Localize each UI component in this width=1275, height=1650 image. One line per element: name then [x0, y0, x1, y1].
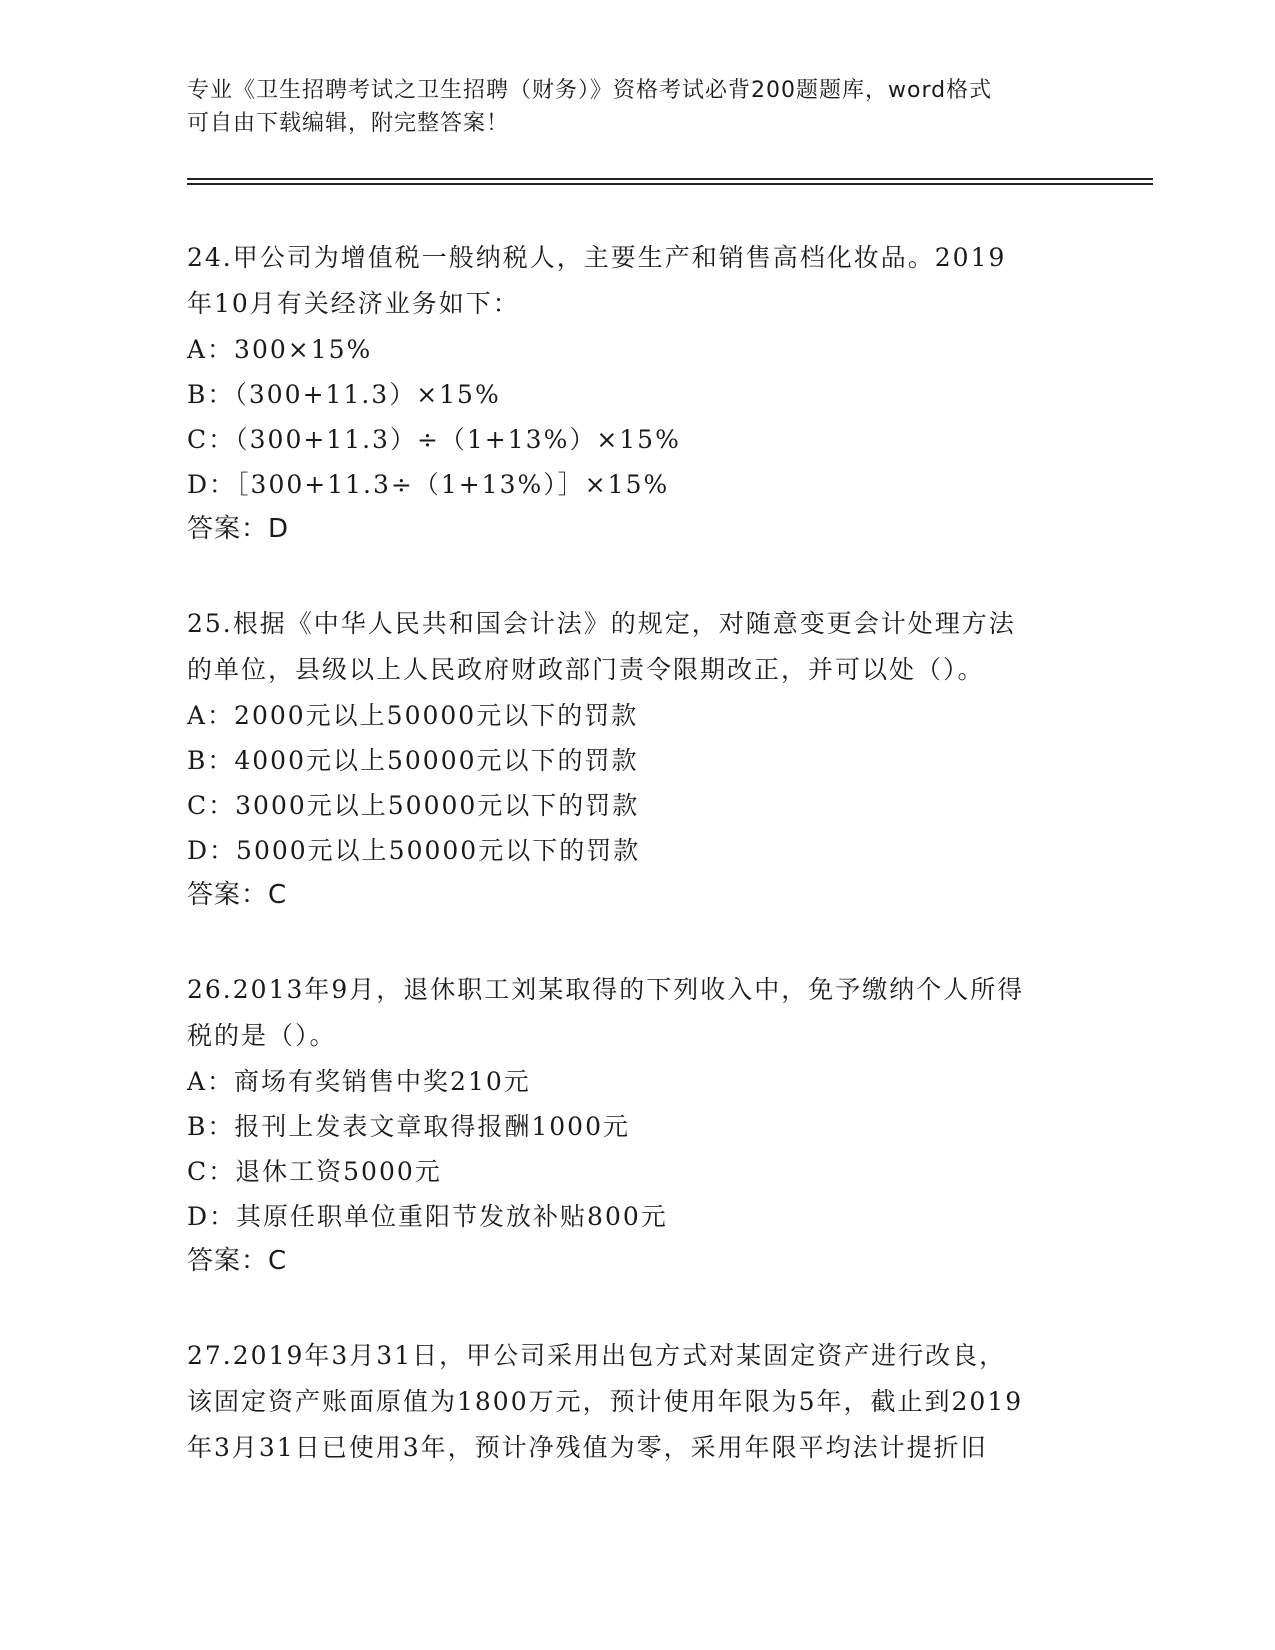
- header-divider-bottom: [187, 183, 1153, 185]
- header-line-1: 专业《卫生招聘考试之卫生招聘（财务）》资格考试必背200题题库，word格式: [187, 78, 993, 103]
- option-d: D：其原任职单位重阳节发放补贴800元: [187, 1202, 668, 1231]
- question-text-line: 27.2019年3月31日，甲公司采用出包方式对某固定资产进行改良，: [187, 1341, 1007, 1370]
- option-c: C：3000元以上50000元以下的罚款: [187, 791, 640, 820]
- header-divider-top: [187, 178, 1153, 180]
- option-d: D：［300+11.3÷（1+13%）］×15%: [187, 470, 670, 499]
- option-b: B：4000元以上50000元以下的罚款: [187, 746, 639, 775]
- question-text-line: 税的是（）。: [187, 1021, 337, 1050]
- option-c: C：（300+11.3）÷（1+13%）×15%: [187, 425, 681, 454]
- option-c: C：退休工资5000元: [187, 1157, 442, 1186]
- answer: 答案：D: [187, 514, 290, 544]
- answer: 答案：C: [187, 880, 288, 910]
- option-a: A：300×15%: [187, 335, 373, 364]
- option-a: A：商场有奖销售中奖210元: [187, 1067, 531, 1096]
- question-text-line: 24.甲公司为增值税一般纳税人，主要生产和销售高档化妆品。2019: [187, 243, 1007, 272]
- question-text-line: 26.2013年9月，退休职工刘某取得的下列收入中，免予缴纳个人所得: [187, 975, 1025, 1004]
- question-26: [187, 967, 1087, 1284]
- question-24: [187, 235, 1087, 552]
- header-line-2: 可自由下载编辑，附完整答案！: [187, 111, 510, 136]
- option-a: A：2000元以上50000元以下的罚款: [187, 701, 639, 730]
- option-b: B：报刊上发表文章取得报酬1000元: [187, 1112, 630, 1141]
- question-27: [187, 1333, 1087, 1471]
- option-b: B：（300+11.3）×15%: [187, 380, 501, 409]
- question-text-line: 年3月31日已使用3年，预计净残值为零，采用年限平均法计提折旧: [187, 1433, 988, 1462]
- question-text-line: 25.根据《中华人民共和国会计法》的规定，对随意变更会计处理方法: [187, 609, 1016, 638]
- option-d: D：5000元以上50000元以下的罚款: [187, 836, 641, 865]
- question-text-line: 的单位，县级以上人民政府财政部门责令限期改正，并可以处（）。: [187, 655, 985, 684]
- document-header: [187, 74, 1087, 140]
- question-text-line: 年10月有关经济业务如下：: [187, 289, 520, 318]
- question-25: [187, 601, 1087, 918]
- question-list: [187, 235, 1087, 1520]
- question-text-line: 该固定资产账面原值为1800万元，预计使用年限为5年，截止到2019: [187, 1387, 1024, 1416]
- answer: 答案：C: [187, 1246, 288, 1276]
